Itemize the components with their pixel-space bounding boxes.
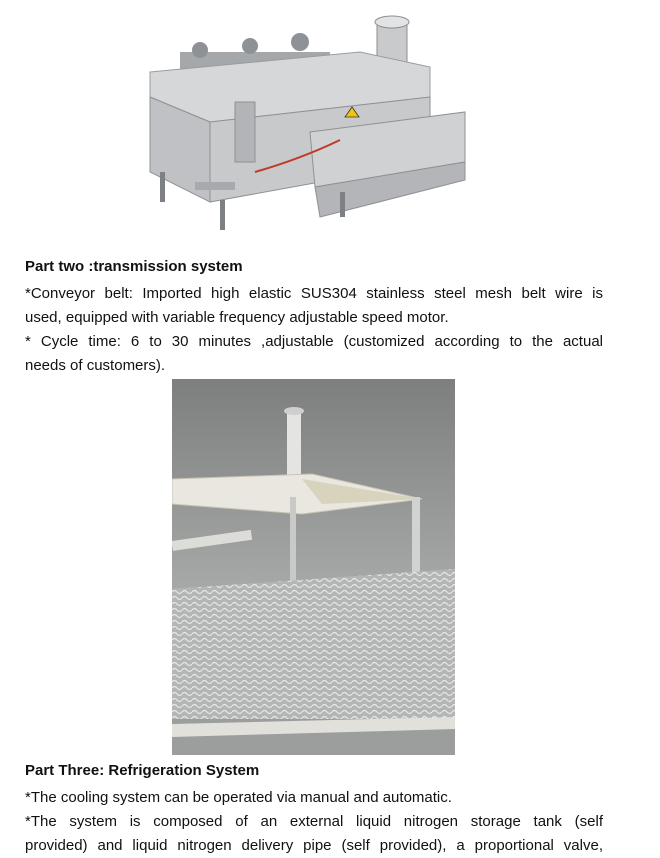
cycle-line-2: needs of customers). [25, 357, 166, 374]
cooling-paragraph [25, 786, 603, 810]
system-line-1: *The system is composed of an external liquid nitrogen storage tank (self [25, 813, 603, 830]
cooling-line: *The cooling system can be operated via manual and automatic. [25, 789, 452, 806]
cycle-line-1: * Cycle time: 6 to 30 minutes ,adjustable (customized according to the actual [25, 333, 603, 350]
system-line-2: provided) and liquid nitrogen delivery pipe (self provided), a proportional valve, [25, 837, 603, 854]
belt-photo [172, 379, 455, 755]
conveyor-line-2: used, equipped with variable frequency adjustable speed motor. [25, 309, 449, 326]
conveyor-belt-paragraph [25, 282, 603, 330]
machine-photo [140, 12, 470, 237]
part-two-heading: Part two :transmission system [25, 258, 243, 275]
system-paragraph [25, 810, 603, 858]
part-three-heading: Part Three: Refrigeration System [25, 762, 260, 779]
cycle-time-paragraph [25, 330, 603, 378]
conveyor-line-1: *Conveyor belt: Imported high elastic SUS304 stainless steel mesh belt wire is [25, 285, 603, 302]
